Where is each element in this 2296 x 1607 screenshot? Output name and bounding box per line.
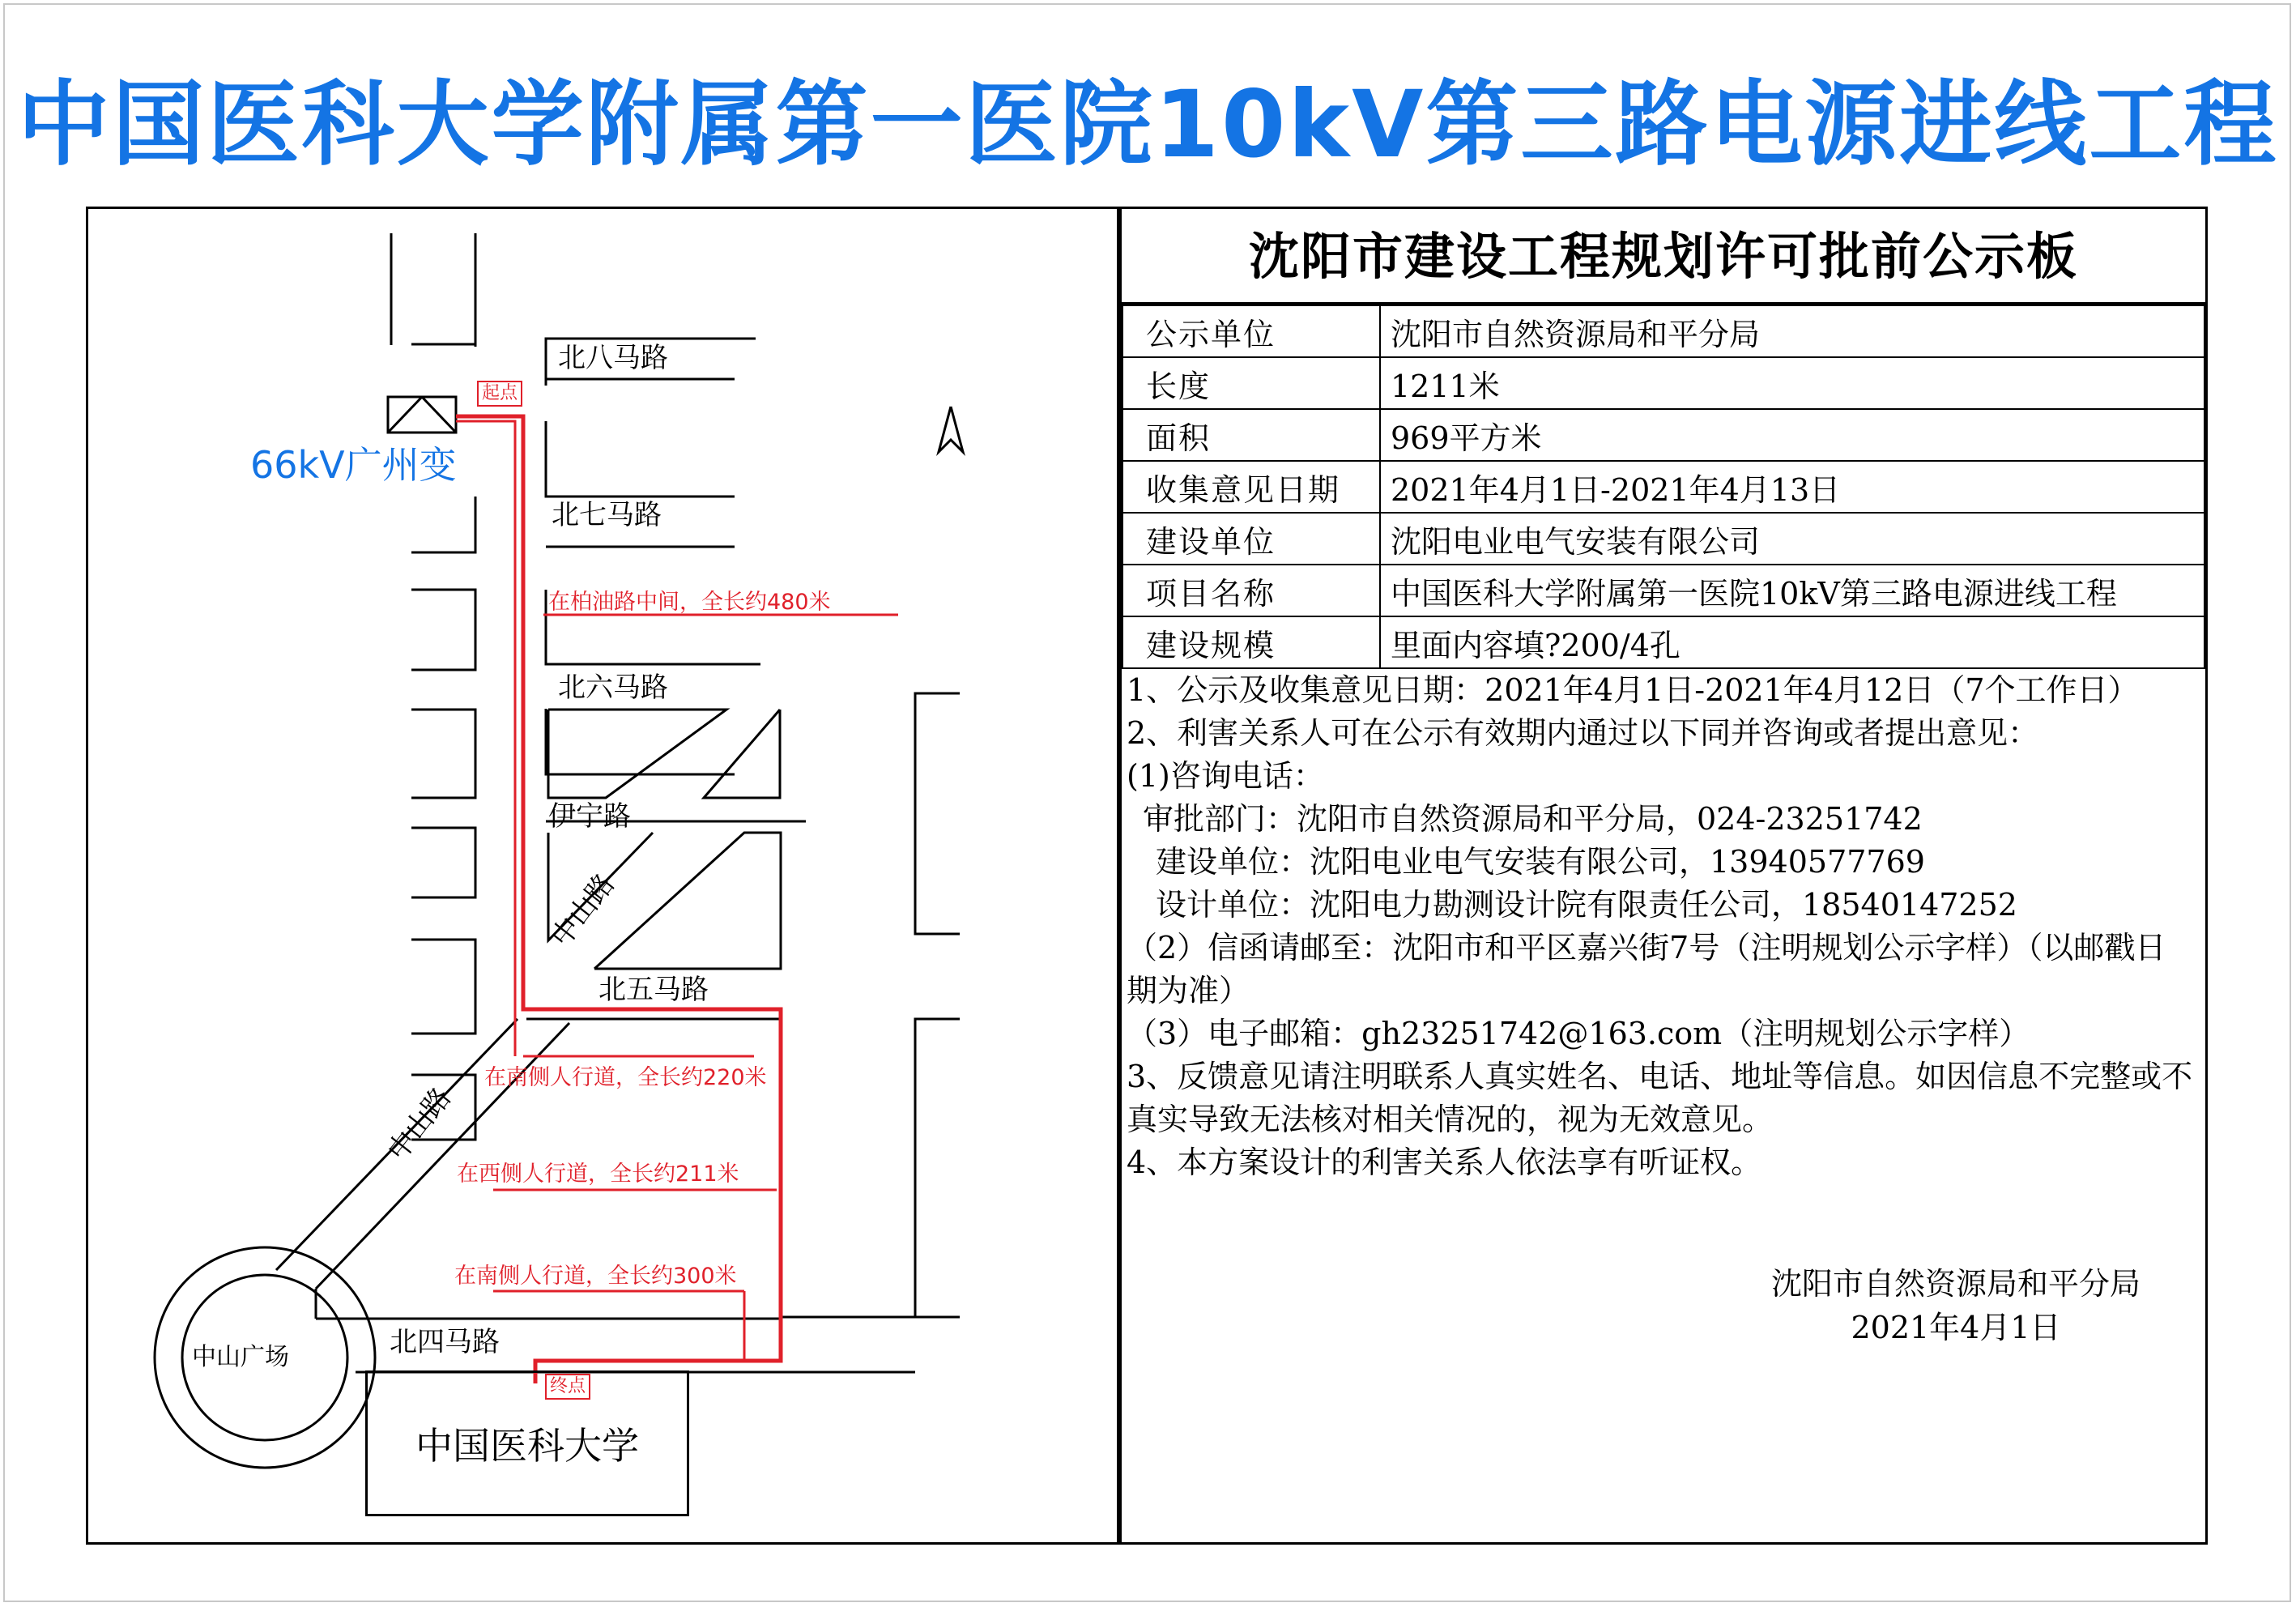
road-label-bei-si: 北四马路 <box>390 1326 500 1358</box>
road-label-zhongshan-lower: 中山路 <box>381 1081 458 1167</box>
table-row <box>1122 616 2204 668</box>
notice-item: （3）电子邮箱：gh23251742@163.com（注明规划公示字样） <box>1127 1016 2030 1051</box>
announcement-board <box>1119 207 2208 1545</box>
row-key: 建设单位 <box>1122 513 1380 565</box>
signature-org: 沈阳市自然资源局和平分局 <box>1770 1266 2141 1302</box>
plaza-label: 中山广场 <box>192 1343 289 1371</box>
signature-date: 2021年4月1日 <box>1851 1310 2061 1345</box>
segment-label-4: 在南侧人行道，全长约300米 <box>454 1264 737 1289</box>
row-value: 1211米 <box>1380 357 2204 409</box>
road-label-bei-ba: 北八马路 <box>558 342 668 374</box>
table-row <box>1122 513 2204 565</box>
row-value: 969平方米 <box>1380 409 2204 461</box>
table-row <box>1122 305 2204 357</box>
row-value: 中国医科大学附属第一医院10kV第三路电源进线工程 <box>1380 565 2204 616</box>
segment-label-1: 在柏油路中间，全长约480米 <box>548 590 831 615</box>
road-label-bei-liu: 北六马路 <box>558 671 668 704</box>
north-arrow-icon <box>939 407 963 452</box>
notice-item: 4、本方案设计的利害关系人依法享有听证权。 <box>1127 1145 1762 1180</box>
row-value: 里面内容填?200/4孔 <box>1380 616 2204 668</box>
row-key: 长度 <box>1122 357 1380 409</box>
table-row <box>1122 565 2204 616</box>
row-key: 面积 <box>1122 409 1380 461</box>
road-label-bei-wu: 北五马路 <box>598 974 709 1006</box>
table-row <box>1122 461 2204 513</box>
row-key: 建设规模 <box>1122 616 1380 668</box>
notice-item: 2、利害关系人可在公示有效期内通过以下同并咨询或者提出意见： <box>1127 715 2039 751</box>
table-row <box>1122 357 2204 409</box>
row-key: 公示单位 <box>1122 305 1380 357</box>
table-row <box>1122 409 2204 461</box>
notice-item: 3、反馈意见请注明联系人真实姓名、电话、地址等信息。如因信息不完整或不真实导致无法核对相关情况的，视为无效意见。 <box>1127 1059 2193 1137</box>
road-label-zhongshan-upper: 中山路 <box>544 867 622 953</box>
road-label-yining: 伊宁路 <box>548 800 631 833</box>
info-table <box>1122 305 2205 669</box>
substation-label: 66kV广州变 <box>250 443 457 487</box>
notice-item: 建设单位：沈阳电业电气安装有限公司，13940577769 <box>1156 844 1925 880</box>
row-key: 收集意见日期 <box>1122 461 1380 513</box>
notice-item: 1、公示及收集意见日期：2021年4月1日-2021年4月12日（7个工作日） <box>1127 672 2139 708</box>
end-point-tag: 终点 <box>545 1374 590 1400</box>
notice-item: （2）信函请邮至：沈阳市和平区嘉兴街7号（注明规划公示字样）（以邮戳日期为准） <box>1127 930 2166 1008</box>
road-label-bei-qi: 北七马路 <box>552 499 662 531</box>
start-point-tag: 起点 <box>477 381 522 407</box>
segment-label-3: 在西侧人行道，全长约211米 <box>457 1162 739 1187</box>
notice-item: 设计单位：沈阳电力勘测设计院有限责任公司，18540147252 <box>1156 887 2017 923</box>
route-map <box>86 207 1119 1545</box>
page-title: 中国医科大学附属第一医院10kV第三路电源进线工程 <box>17 70 2279 178</box>
notice-text <box>1127 669 2196 1184</box>
cable-route <box>456 416 781 1383</box>
row-value: 2021年4月1日-2021年4月13日 <box>1380 461 2204 513</box>
segment-label-2: 在南侧人行道，全长约220米 <box>484 1065 767 1090</box>
row-value: 沈阳市自然资源局和平分局 <box>1380 305 2204 357</box>
board-title: 沈阳市建设工程规划许可批前公示板 <box>1122 209 2205 305</box>
row-value: 沈阳电业电气安装有限公司 <box>1380 513 2204 565</box>
row-key: 项目名称 <box>1122 565 1380 616</box>
university-block <box>365 1370 689 1516</box>
university-label: 中国医科大学 <box>415 1424 639 1468</box>
notice-item: 审批部门：沈阳市自然资源局和平分局，024-23251742 <box>1143 801 1923 837</box>
notice-item: (1)咨询电话： <box>1127 758 1324 794</box>
substation-icon <box>388 397 456 433</box>
